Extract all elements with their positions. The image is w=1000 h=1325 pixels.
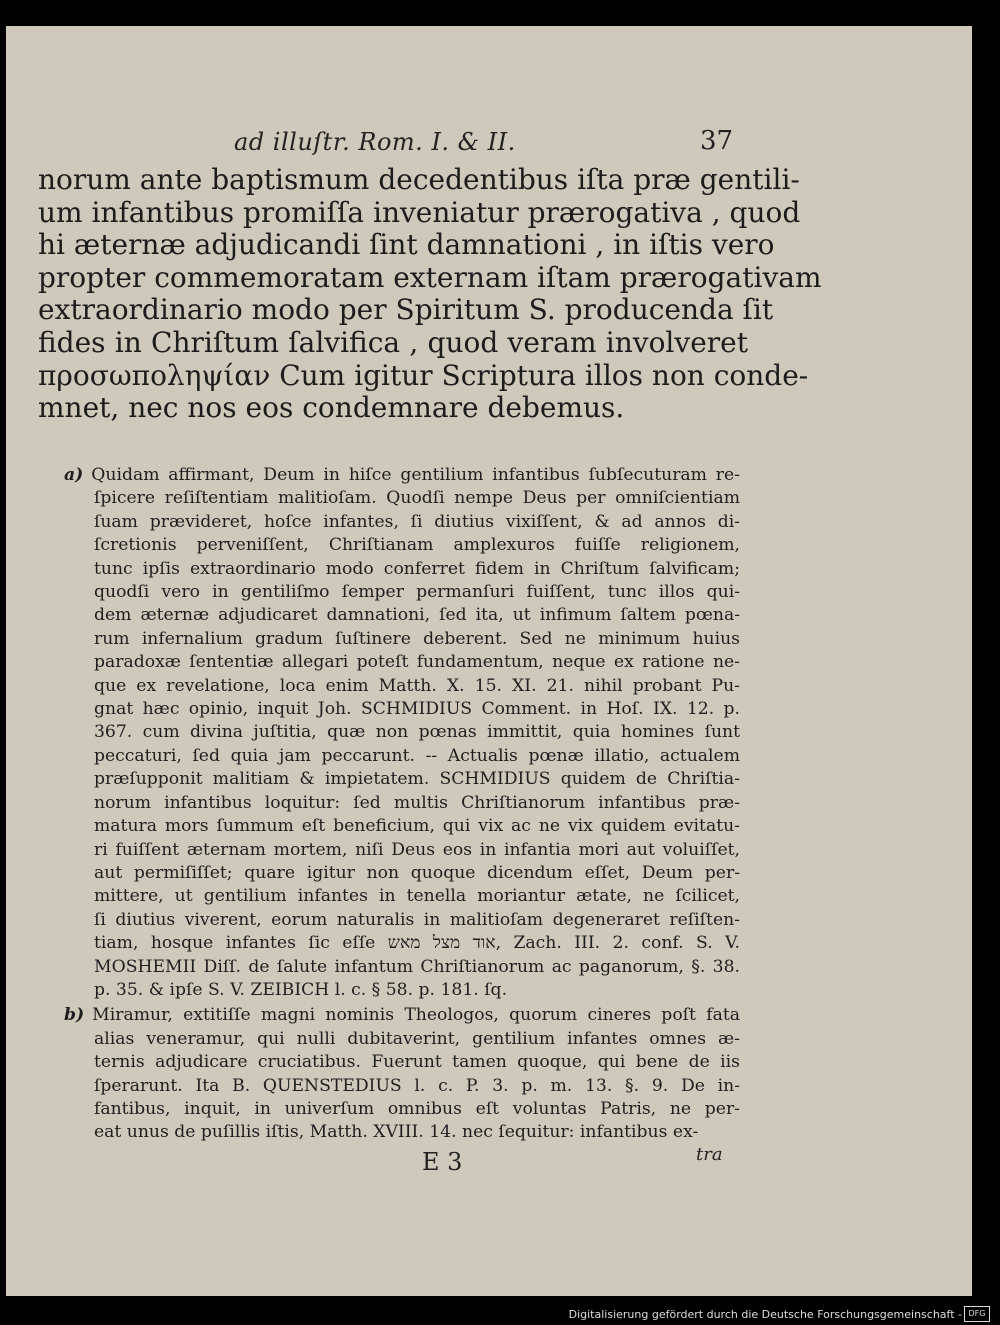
footnote-text: ſperarunt. Ita B. QUENSTEDIUS l. c. P. 3. p. m. 13. §. 9. De in- (94, 1075, 740, 1096)
footnote-text: eat unus de puſillis iſtis, Matth. XVIII. 14. nec ſequitur: infantibus ex- (94, 1122, 699, 1143)
footnote-text: norum infantibus loquitur: ſed multis Chriſtianorum infantibus præ- (94, 792, 740, 813)
footnote-marker: a) (64, 465, 84, 485)
footnote-text: ternis adjudicare cruciatibus. Fuerunt tamen quoque, qui bene de iis (94, 1052, 740, 1073)
footnote-line (64, 792, 740, 815)
footnote-text: præſupponit malitiam & impietatem. SCHMIDIUS quidem de Chriſtia- (94, 769, 740, 790)
footnote-text: ſpicere reſiſtentiam malitioſam. Quodſi nempe Deus per omniſcientiam (94, 488, 740, 509)
footnote-text: paradoxæ ſententiæ allegari poteſt fundamentum, neque ex ratione ne- (94, 652, 740, 673)
main-text-line: hi æternæ adjudicandi ſint damnationi , in iſtis vero (38, 228, 775, 262)
footnote-text: ſi diutius viverent, eorum naturalis in malitioſam degeneraret reſiſten- (94, 909, 740, 930)
main-text-line: um infantibus promiſſa inveniatur prærogativa , quod (38, 195, 801, 229)
footnote-line (64, 815, 740, 838)
footnote-text: 367. cum divina juſtitia, quæ non pœnas immittit, quia homines ſunt (94, 722, 740, 743)
footnote-text: alias veneramur, qui nulli dubitaverint, gentilium infantes omnes æ- (94, 1028, 740, 1049)
footnote-text: fantibus, inquit, in univerſum omnibus eſt voluntas Patris, ne per- (94, 1098, 740, 1119)
footnote-text: ſuam prævideret, hoſce infantes, ſi diutius vixiſſent, & ad annos di- (94, 511, 740, 532)
footnote-line (64, 651, 740, 674)
main-text-line: mnet, nec nos eos condemnare debemus. (38, 391, 625, 425)
footnote-text: Quidam affirmant, Deum in hiſce gentilium infantibus ſubſecuturam re- (91, 465, 740, 485)
footnote-text: dem æternæ adjudicaret damnationi, ſed ita, ut infimum ſaltem pœna- (94, 605, 740, 626)
footnote-text: ſcretionis perveniſſent, Chriſtianam amplexuros fuiſſe religionem, (94, 535, 740, 556)
catchword: tra (696, 1144, 723, 1165)
footnote-line (64, 768, 740, 791)
footnote-line (64, 956, 740, 979)
main-text-line: extraordinario modo per Spiritum S. producenda ſit (38, 293, 774, 327)
footnote-marker: b) (64, 1005, 85, 1026)
footnote-text: rum infernalium gradum ſuſtinere deberent. Sed ne minimum huius (94, 628, 740, 649)
footnote-line (64, 1098, 740, 1121)
footnote-text: p. 35. & ipſe S. V. ZEIBICH l. c. § 58. p. 181. ſq. (94, 979, 508, 1000)
footnote-text: aut permiſiſſet; quare igitur non quoque dicendum eſſet, Deum per- (94, 862, 740, 883)
page-number: 37 (700, 126, 734, 156)
footnote-text: gnat hæc opinio, inquit Joh. SCHMIDIUS Comment. in Hoſ. IX. 12. p. (94, 699, 740, 720)
footnote-text: matura mors ſummum eſt beneficium, qui vix ac ne vix quidem evitatu- (94, 816, 740, 837)
footnote-line (64, 862, 740, 885)
scanned-page (6, 26, 972, 1296)
footnote-line (64, 487, 740, 510)
footnote-line (64, 1121, 740, 1144)
footnote-line (64, 628, 740, 651)
page-header (6, 114, 972, 162)
footnote-text: MOSHEMII Diſſ. de ſalute infantum Chriſtianorum ac paganorum, §. 38. (94, 956, 740, 977)
main-text-line: fides in Chriſtum ſalvifica , quod veram involveret (38, 325, 748, 359)
footnote-line (64, 698, 740, 721)
main-text-line: norum ante baptismum decedentibus iſta præ gentili- (38, 163, 800, 196)
footnote-line (64, 932, 740, 955)
footnote-text: quodſi vero in gentiliſmo ſemper permanſuri fuiſſent, tunc illos qui- (94, 582, 740, 603)
footnote-line (64, 558, 740, 581)
footnote-text: mittere, ut gentilium infantes in tenella moriantur ætate, ne ſcilicet, (94, 886, 740, 907)
footnote-line (64, 464, 740, 487)
footnote-line (64, 979, 740, 1002)
footnote-line (64, 604, 740, 627)
footnote-line (64, 1051, 740, 1074)
footnote-line (64, 675, 740, 698)
running-head: ad illuſtr. Rom. I. & II. (234, 128, 516, 156)
footnote-text: tunc ipſis extraordinario modo conferret fidem in Chriſtum ſalvificam; (94, 558, 740, 579)
footnote-line (64, 745, 740, 768)
footnote-line (64, 1004, 740, 1027)
dfg-credit-text: Digitalisierung gefördert durch die Deutsche Forschungsgemeinschaft - (568, 1308, 962, 1321)
footnote-line (64, 909, 740, 932)
footnote-line (64, 1028, 740, 1051)
footnote-text: ri fuiſſent æternam mortem, niſi Deus eos in infantia mori aut voluiſſet, (94, 839, 740, 860)
main-text-line: propter commemoratam externam iſtam prærogativam (38, 260, 822, 294)
footnote-text: Miramur, extitiſſe magni nominis Theologos, quorum cineres poſt fata (92, 1005, 740, 1026)
footnote-text: que ex revelatione, loca enim Matth. X. 15. XI. 21. nihil probant Pu- (94, 675, 740, 696)
footnote-text: tiam, hosque infantes ſic eſſe אוד מצל מאש, Zach. III. 2. conf. S. V. (94, 933, 740, 954)
footnote-line (64, 581, 740, 604)
footnote-a (64, 464, 740, 1002)
footnote-text: peccaturi, ſed quia jam peccarunt. -- Actualis pœnæ illatio, actualem (94, 745, 740, 766)
footnote-b (64, 1004, 740, 1144)
footnote-line (64, 885, 740, 908)
footnotes-block (64, 464, 740, 1145)
footnote-line (64, 1075, 740, 1098)
footnote-line (64, 534, 740, 557)
dfg-logo-icon: DFG (964, 1306, 990, 1322)
main-text-line: προσωποληψίαν Cum igitur Scriptura illos non conde- (38, 358, 809, 392)
footnote-line (64, 839, 740, 862)
footnote-line (64, 511, 740, 534)
main-text-block (38, 163, 822, 425)
signature-mark: E 3 (422, 1148, 463, 1176)
footnote-line (64, 721, 740, 744)
